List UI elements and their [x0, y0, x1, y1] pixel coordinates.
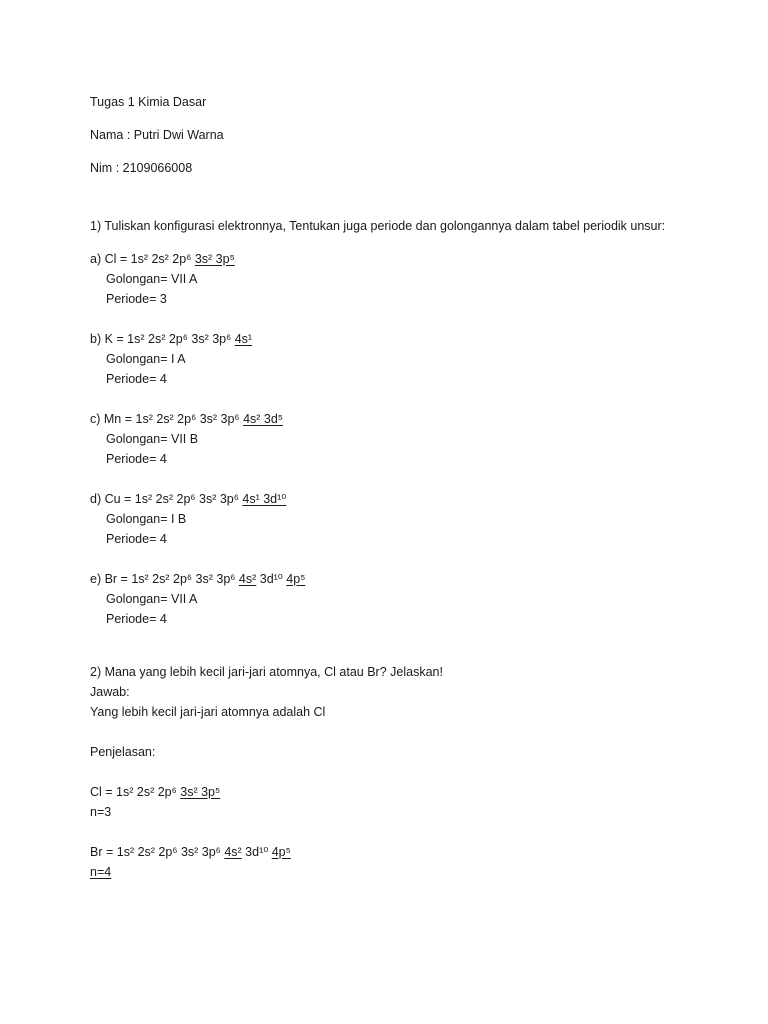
- valence-shell: 4s¹ 3d¹⁰: [242, 492, 287, 506]
- config-line: c) Mn = 1s² 2s² 2p⁶ 3s² 3p⁶ 4s² 3d⁵: [90, 412, 283, 426]
- periode-line: Periode= 4: [106, 452, 167, 466]
- golongan-line: Golongan= VII B: [106, 432, 199, 446]
- config-line: d) Cu = 1s² 2s² 2p⁶ 3s² 3p⁶ 4s¹ 3d¹⁰: [90, 492, 287, 506]
- document-page: [90, 92, 730, 882]
- valence-shell: 3s² 3p⁵: [194, 252, 235, 266]
- answer-item-a: [90, 249, 730, 309]
- answer-item-e: [90, 569, 730, 629]
- config-line: b) K = 1s² 2s² 2p⁶ 3s² 3p⁶ 4s¹: [90, 332, 253, 346]
- periode-line: Periode= 3: [106, 292, 167, 306]
- golongan-line: Golongan= I A: [106, 352, 186, 366]
- question-1: 1) Tuliskan konfigurasi elektronnya, Tentukan juga periode dan golongannya dalam tabel periodik unsur:: [90, 219, 666, 233]
- valence-shell: 4s² 3d⁵: [243, 412, 283, 426]
- document-title: Tugas 1 Kimia Dasar: [90, 95, 207, 109]
- periode-line: Periode= 4: [106, 372, 167, 386]
- question-2: 2) Mana yang lebih kecil jari-jari atomnya, Cl atau Br? Jelaskan!: [90, 665, 443, 679]
- br-n-value: n=4: [90, 865, 112, 879]
- answer-item-c: [90, 409, 730, 469]
- valence-shell: 4s¹: [234, 332, 253, 346]
- cl-n-value: n=3: [90, 805, 112, 819]
- valence-shell: 4p⁵: [286, 572, 306, 586]
- jawab-label: Jawab:: [90, 685, 130, 699]
- answer-text: Yang lebih kecil jari-jari atomnya adalah Cl: [90, 705, 326, 719]
- penjelasan-label: Penjelasan:: [90, 745, 156, 759]
- periode-line: Periode= 4: [106, 532, 167, 546]
- valence-shell: 3s² 3p⁵: [180, 785, 221, 799]
- cl-config-line: Cl = 1s² 2s² 2p⁶ 3s² 3p⁵: [90, 785, 221, 799]
- answer-item-b: [90, 329, 730, 389]
- valence-shell: 4p⁵: [271, 845, 291, 859]
- periode-line: Periode= 4: [106, 612, 167, 626]
- answer-item-d: [90, 489, 730, 549]
- golongan-line: Golongan= VII A: [106, 272, 198, 286]
- golongan-line: Golongan= I B: [106, 512, 187, 526]
- br-config-line: Br = 1s² 2s² 2p⁶ 3s² 3p⁶ 4s² 3d¹⁰ 4p⁵: [90, 845, 291, 859]
- student-name: Nama : Putri Dwi Warna: [90, 128, 224, 142]
- valence-shell: 4s²: [238, 572, 257, 586]
- golongan-line: Golongan= VII A: [106, 592, 198, 606]
- student-nim: Nim : 2109066008: [90, 161, 193, 175]
- valence-shell: 4s²: [224, 845, 242, 859]
- config-line: e) Br = 1s² 2s² 2p⁶ 3s² 3p⁶ 4s² 3d¹⁰ 4p⁵: [90, 572, 306, 586]
- config-line: a) Cl = 1s² 2s² 2p⁶ 3s² 3p⁵: [90, 252, 235, 266]
